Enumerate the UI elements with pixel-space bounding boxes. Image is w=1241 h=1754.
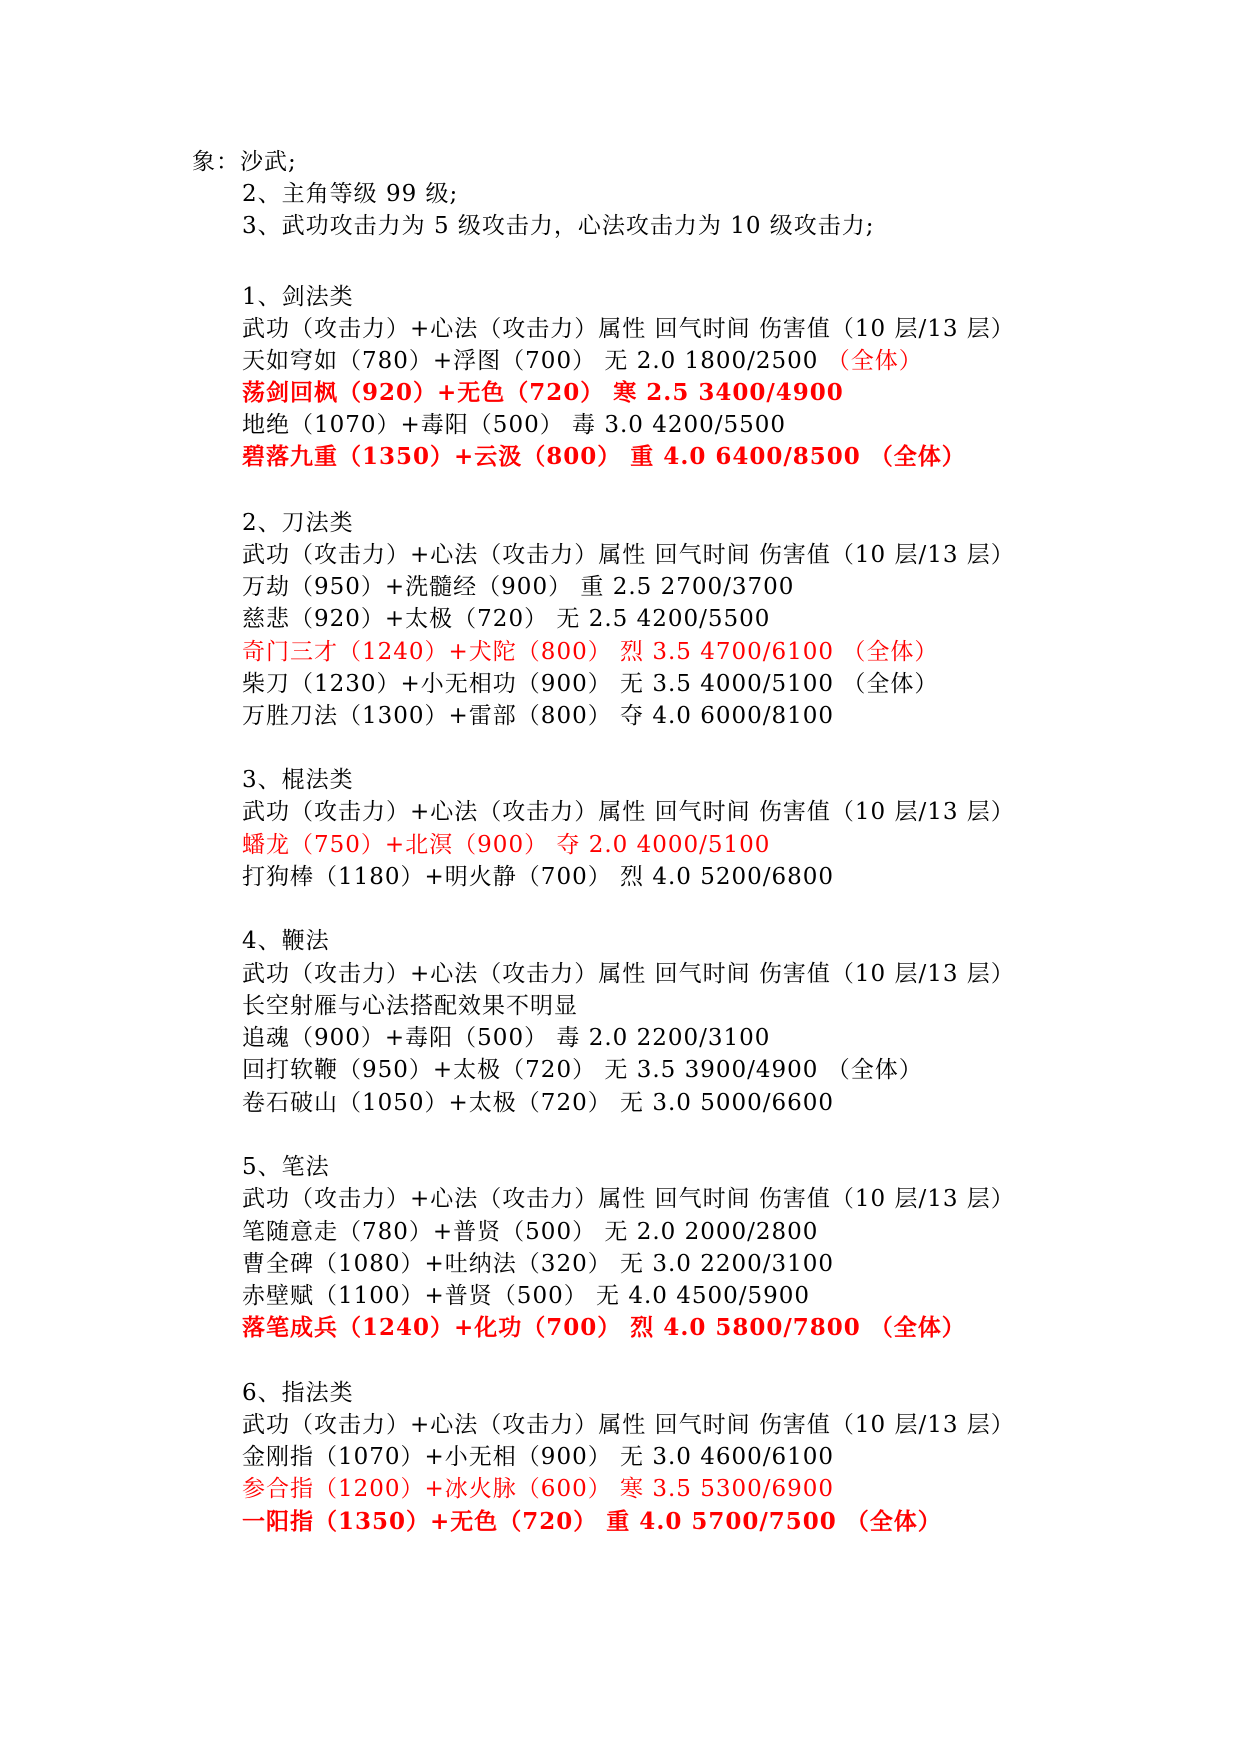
table-row: 回打软鞭（950）+太极（720） 无 3.5 3900/4900 （全体） [242, 1057, 923, 1083]
table-row: 柴刀（1230）+小无相功（900） 无 3.5 4000/5100 （全体） [242, 671, 939, 697]
section-title-whip: 4、鞭法 [242, 928, 330, 954]
section-title-staff: 3、棍法类 [242, 767, 354, 793]
table-row: 地绝（1070）+毒阳（500） 毒 3.0 4200/5500 [242, 412, 787, 438]
section-title-blade: 2、刀法类 [242, 510, 354, 536]
intro-line-2: 2、主角等级 99 级; [242, 181, 459, 207]
section-header-row: 武功（攻击力）+心法（攻击力）属性 回气时间 伤害值（10 层/13 层） [242, 542, 1015, 568]
table-row: 万劫（950）+洗髓经（900） 重 2.5 2700/3700 [242, 574, 795, 600]
section-title-brush: 5、笔法 [242, 1154, 330, 1180]
table-row: 卷石破山（1050）+太极（720） 无 3.0 5000/6600 [242, 1090, 835, 1116]
table-row: 笔随意走（780）+普贤（500） 无 2.0 2000/2800 [242, 1219, 819, 1245]
table-row: 金刚指（1070）+小无相（900） 无 3.0 4600/6100 [242, 1444, 835, 1470]
intro-line-1: 象：沙武; [192, 149, 297, 175]
table-row: 蟠龙（750）+北溟（900） 夺 2.0 4000/5100 [242, 832, 771, 858]
section-title-finger: 6、指法类 [242, 1380, 354, 1406]
section-header-row: 武功（攻击力）+心法（攻击力）属性 回气时间 伤害值（10 层/13 层） [242, 961, 1015, 987]
table-row: 曹全碑（1080）+吐纳法（320） 无 3.0 2200/3100 [242, 1251, 835, 1277]
table-row: 碧落九重（1350）+云汲（800） 重 4.0 6400/8500 （全体） [242, 443, 966, 470]
table-row: 赤壁赋（1100）+普贤（500） 无 4.0 4500/5900 [242, 1283, 811, 1309]
table-row: 参合指（1200）+冰火脉（600） 寒 3.5 5300/6900 [242, 1476, 835, 1502]
table-row: 追魂（900）+毒阳（500） 毒 2.0 2200/3100 [242, 1025, 771, 1051]
table-row: 落笔成兵（1240）+化功（700） 烈 4.0 5800/7800 （全体） [242, 1314, 966, 1341]
table-row: 荡剑回枫（920）+无色（720） 寒 2.5 3400/4900 [242, 379, 844, 406]
section-title-sword: 1、剑法类 [242, 284, 354, 310]
table-row: 万胜刀法（1300）+雷部（800） 夺 4.0 6000/8100 [242, 703, 835, 729]
section-header-row: 武功（攻击力）+心法（攻击力）属性 回气时间 伤害值（10 层/13 层） [242, 1412, 1015, 1438]
table-row: 天如穹如（780）+浮图（700） 无 2.0 1800/2500 （全体） [242, 348, 923, 374]
table-row: 奇门三才（1240）+犬陀（800） 烈 3.5 4700/6100 （全体） [242, 639, 939, 665]
table-row: 一阳指（1350）+无色（720） 重 4.0 5700/7500 （全体） [242, 1508, 942, 1535]
table-row: 打狗棒（1180）+明火静（700） 烈 4.0 5200/6800 [242, 864, 835, 890]
section-header-row: 武功（攻击力）+心法（攻击力）属性 回气时间 伤害值（10 层/13 层） [242, 799, 1015, 825]
intro-line-3: 3、武功攻击力为 5 级攻击力，心法攻击力为 10 级攻击力; [242, 213, 875, 239]
table-row: 慈悲（920）+太极（720） 无 2.5 4200/5500 [242, 606, 771, 632]
section-header-row: 武功（攻击力）+心法（攻击力）属性 回气时间 伤害值（10 层/13 层） [242, 1186, 1015, 1212]
section-header-row: 武功（攻击力）+心法（攻击力）属性 回气时间 伤害值（10 层/13 层） [242, 316, 1015, 342]
section-note: 长空射雁与心法搭配效果不明显 [242, 993, 578, 1019]
